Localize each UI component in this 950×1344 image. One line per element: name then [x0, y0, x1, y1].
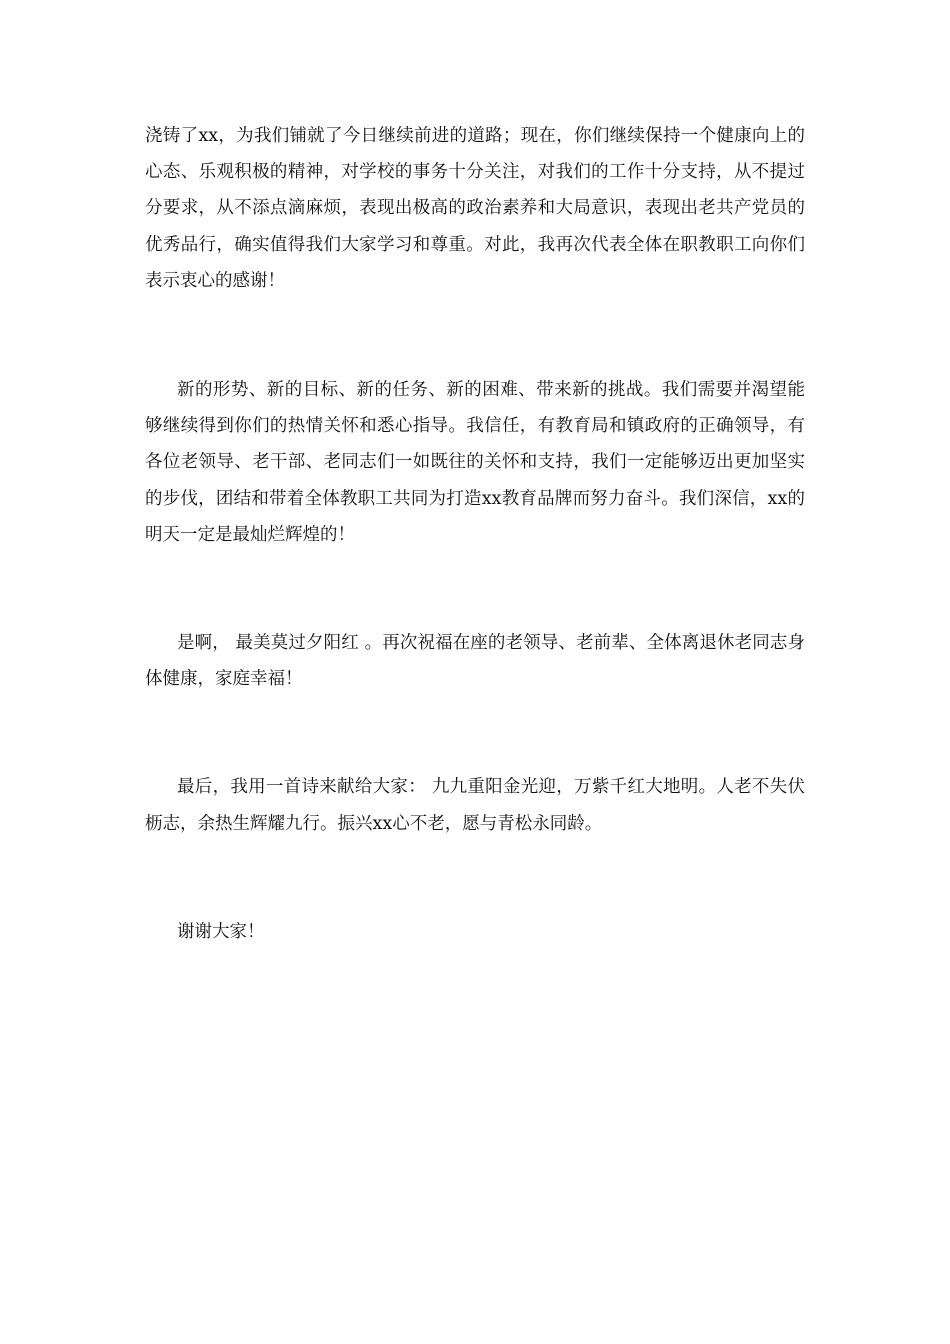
paragraph-poem: 最后，我用一首诗来献给大家： 九九重阳金光迎，万紫千红大地明。人老不失伏枥志，余热生辉耀九行。振兴xx心不老，愿与青松永同龄。	[145, 777, 805, 834]
document-body	[145, 118, 805, 950]
paragraph-continued-thanks: 浇铸了xx，为我们铺就了今日继续前进的道路；现在，你们继续保持一个健康向上的心态、乐观积极的精神，对学校的事务十分关注，对我们的工作十分支持，从不提过分要求，从不添点滴麻烦，表现出极高的政治素养和大局意识，表现出老共产党员的优秀品行，确实值得我们大家学习和尊重。对此，我再次代表全体在职教职工向你们表示衷心的感谢！	[145, 126, 805, 291]
paragraph-new-challenges: 新的形势、新的目标、新的任务、新的困难、带来新的挑战。我们需要并渴望能够继续得到你们的热情关怀和悉心指导。我信任，有教育局和镇政府的正确领导，有各位老领导、老干部、老同志们一如既往的关怀和支持，我们一定能够迈出更加坚实的步伐，团结和带着全体教职工共同为打造xx教育品牌而努力奋斗。我们深信，xx的明天一定是最灿烂辉煌的！	[145, 380, 805, 545]
paragraph-closing-thanks: 谢谢大家！	[177, 921, 265, 942]
paragraph-blessings: 是啊， 最美莫过夕阳红 。再次祝福在座的老领导、老前辈、全体离退休老同志身体健康，家庭幸福！	[145, 633, 805, 690]
